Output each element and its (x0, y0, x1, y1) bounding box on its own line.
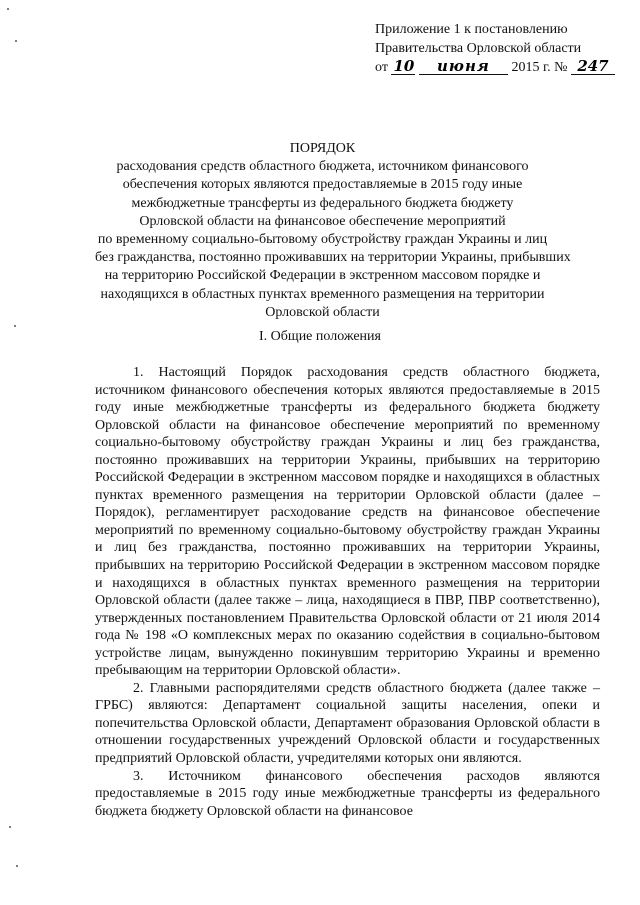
appendix-line-1: Приложение 1 к постановлению (375, 22, 568, 37)
scan-speck (9, 826, 11, 828)
date-prefix: от (375, 60, 388, 75)
date-year-number-label: 2015 г. № (511, 60, 568, 75)
title-line: без гражданства, постоянно проживавших на территории Украины, прибывших (95, 250, 571, 266)
title-line: Орловской области (265, 304, 380, 320)
handwritten-day: 10 (393, 57, 415, 75)
handwritten-month: июня (419, 59, 508, 75)
title-line: межбюджетные трансферты из федерального бюджета бюджету (131, 195, 514, 211)
document-body (95, 364, 600, 820)
scan-speck (7, 8, 9, 10)
title-line: обеспечения которых являются предоставляемые в 2015 году иные (122, 177, 523, 193)
paragraph-3: 3. Источником финансового обеспечения расходов являются предоставляемые в 2015 году иные межбюджетные трансферты из федерального бюджета бюджету Орловской области на финансовое (95, 768, 600, 819)
title-line: находящихся в областных пунктах временного размещения на территории (100, 286, 545, 302)
appendix-date-line (375, 58, 625, 77)
scan-speck (16, 865, 18, 867)
title-line: на территорию Российской Федерации в экстренном массовом порядке и (104, 268, 541, 284)
handwritten-number: 247 (571, 59, 615, 75)
appendix-line-2: Правительства Орловской области (375, 41, 582, 56)
section-heading: I. Общие положения (259, 329, 381, 344)
title-line: по временному социально-бытовому обустройству граждан Украины и лиц (97, 232, 548, 248)
paragraph-2: 2. Главными распорядителями средств областного бюджета (далее также – ГРБС) являются: Департамент социальной защиты населения, опеки и попечительства Орловской области, Департамент образования Орловской области в отношении государственных учреждений Орловской области и государственных предприятий Орловской области, учредителями которых они являются. (95, 680, 600, 767)
document-title (95, 140, 571, 322)
scan-speck (14, 325, 16, 327)
title-word: ПОРЯДОК (289, 141, 356, 156)
scan-speck (15, 40, 17, 42)
paragraph-1: 1. Настоящий Порядок расходования средств областного бюджета, источником финансового обеспечения которых являются предоставляемые в 2015 году иные межбюджетные трансферты из федерального бюджета бюджету Орловской области на финансовое обеспечение мероприятий по временному социально-бытовому обустройству граждан Украины и лиц без гражданства, постоянно проживавших на территории Украины, прибывших на территорию Российской Федерации в экстренном массовом порядке и находящихся в областных пунктах временного размещения на территории Орловской области (далее – Порядок), регламентирует расходование средств на финансовое обеспечение мероприятий по временному социально-бытовому обустройству граждан Украины и лиц без гражданства, постоянно проживавших на территории Украины, прибывших на территорию Российской Федерации в экстренном массовом порядке и находящихся в областных пунктах временного размещения на территории Орловской области (далее также – лица, находящиеся в ПВР, ПВР соответственно), утвержденных постановлением Правительства Орловской области от 21 июля 2014 года № 198 «О комплексных мерах по оказанию содействия в социально-бытовом устройстве лицам, вынужденно покинувшим территорию Украины и временно пребывающим на территории Орловской области». (95, 365, 600, 679)
title-line: расходования средств областного бюджета, источником финансового (116, 159, 529, 175)
title-line: Орловской области на финансовое обеспечение мероприятий (139, 213, 506, 229)
appendix-header (375, 20, 625, 77)
